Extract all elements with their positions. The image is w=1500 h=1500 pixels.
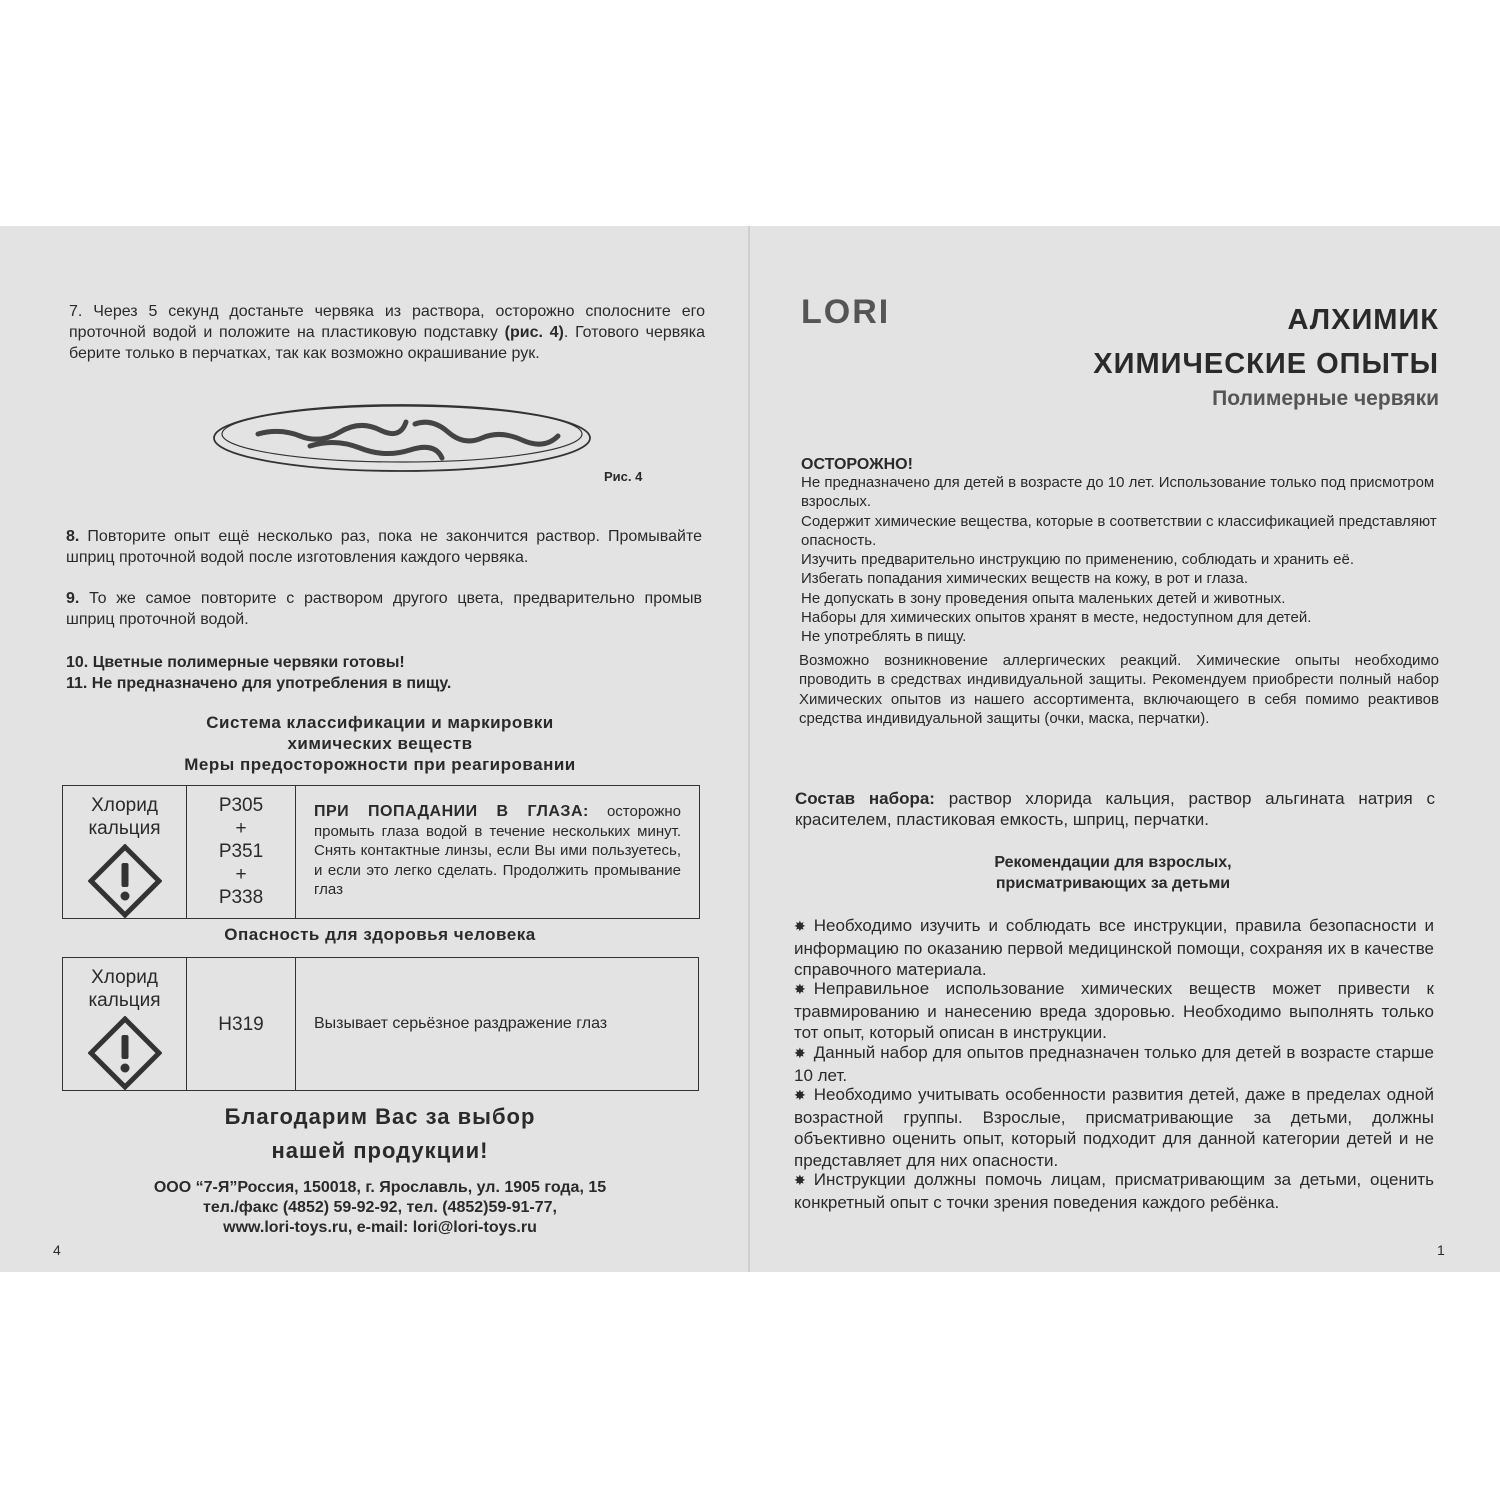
step-9: 9. То же самое повторите с раствором другого цвета, предварительно промыв шприц проточной водой.: [66, 590, 702, 628]
allergy-warning: Возможно возникновение аллергических реакций. Химические опыты необходимо проводить в средствах индивидуальной защиты. Рекомендуем приобрести полный набор Химических опытов из нашего ассортимента, включающего в себя помимо реактивов средства индивидуальной защиты (очки, маска, перчатки).: [799, 652, 1439, 727]
step-11: 11. Не предназначено для употребления в пищу.: [66, 675, 452, 692]
recommendations-title: Рекомендации для взрослых, присматривающих за детьми: [994, 854, 1232, 892]
exclamation-hazard-icon: [88, 1016, 162, 1090]
list-item: ✸ Данный набор для опытов предназначен только для детей в возрасте старше 10 лет.: [794, 1043, 1434, 1085]
lori-logo: LORI: [801, 293, 891, 331]
exclamation-hazard-icon: [88, 844, 162, 918]
asterisk-bullet-icon: ✸: [794, 918, 806, 934]
step-10: 10. Цветные полимерные червяки готовы!: [66, 654, 405, 671]
list-item: ✸ Инструкции должны помочь лицам, присматривающим за детьми, оценить конкретный опыт с точки зрения поведения каждого ребёнка.: [794, 1170, 1434, 1212]
warning-block: Не предназначено для детей в возрасте до 10 лет. Использование только под присмотром взрослых. Содержит химические вещества, которые в соответствии с классификацией представляют опасность. Изучить предварительно инструкцию по применению, соблюдать и хранить её. Избегать попадания химических веществ на кожу, в рот и глаза. Не допускать в зону проведения опыта маленьких детей и животных. Наборы для химических опытов хранят в месте, недоступном для детей. Не употреблять в пищу.: [801, 474, 1437, 646]
worm: [415, 422, 558, 444]
warning-heading: ОСТОРОЖНО!: [801, 456, 913, 473]
product-title: АЛХИМИК: [1287, 304, 1439, 336]
step-7: 7. Через 5 секунд достаньте червяка из раствора, осторожно сполосните его проточной водой и положите на пластиковую подставку (рис. 4). Готового червяка берите только в перчатках, так как возможно окрашивание рук.: [69, 303, 706, 362]
h-code: H319: [218, 1013, 264, 1035]
figure-caption: Рис. 4: [604, 469, 643, 484]
thanks-message: Благодарим Вас за выбор нашей продукции!: [224, 1104, 536, 1163]
kit-contents: Состав набора: раствор хлорида кальция, раствор альгината натрия с красителем, пластиковая емкость, шприц, перчатки.: [795, 789, 1435, 829]
asterisk-bullet-icon: ✸: [794, 1087, 806, 1103]
list-item: ✸ Необходимо учитывать особенности развития детей, даже в пределах одной возрастной группы. Взрослые, присматривающие за детьми, должны объективно оценить опыт, который подходит для данной категории детей и не представляет для них опасности.: [794, 1085, 1434, 1170]
right-page: [750, 226, 1500, 1272]
substance-name: Хлорид кальция: [88, 795, 161, 839]
asterisk-bullet-icon: ✸: [794, 1045, 806, 1061]
list-item: ✸ Неправильное использование химических веществ может привести к травмированию и нанесению вреда здоровью. Необходимо выполнять только тот опыт, который описан в инструкции.: [794, 979, 1434, 1042]
step-8: 8. Повторите опыт ещё несколько раз, пока не закончится раствор. Промывайте шприц проточной водой после изготовления каждого червяка.: [66, 528, 702, 566]
product-subtitle: Полимерные червяки: [1212, 387, 1439, 410]
substance-name: Хлорид кальция: [88, 967, 161, 1011]
page-number: 1: [1437, 1242, 1445, 1258]
asterisk-bullet-icon: ✸: [794, 1172, 806, 1188]
figure-worms-on-dish: [210, 400, 595, 476]
booklet-spread: [0, 226, 1500, 1272]
left-page: [0, 226, 748, 1272]
asterisk-bullet-icon: ✸: [794, 981, 806, 997]
ghs-title: Система классификации и маркировки химических веществ Меры предосторожности при реагировании: [184, 713, 576, 774]
hazard-title: Опасность для здоровья человека: [224, 925, 536, 944]
hazard-table: [62, 957, 699, 1091]
hazard-text: Вызывает серьёзное раздражение глаз: [314, 1015, 608, 1033]
list-item: ✸ Необходимо изучить и соблюдать все инструкции, правила безопасности и информацию по оказанию первой медицинской помощи, сохраняя их в качестве справочного материала.: [794, 916, 1434, 979]
company-address: ООО “7-Я”Россия, 150018, г. Ярославль, ул. 1905 года, 15 тел./факс (4852) 59-92-92, тел. (4852)59-91-77, www.lori-toys.ru, e-mail: lori@lori-toys.ru: [153, 1179, 607, 1236]
worm: [310, 442, 442, 458]
p-codes: P305 + P351 + P338: [218, 795, 264, 908]
worm: [258, 422, 406, 439]
precaution-table: [62, 785, 700, 919]
precaution-text: ПРИ ПОПАДАНИИ В ГЛАЗА: осторожно промыть глаза водой в течение нескольких минут. Снять контактные линзы, если Вы ими пользуетесь, и если это легко сделать. Продолжить промывание глаз: [314, 803, 681, 898]
page-number: 4: [53, 1242, 61, 1258]
product-series: ХИМИЧЕСКИЕ ОПЫТЫ: [1093, 348, 1439, 380]
